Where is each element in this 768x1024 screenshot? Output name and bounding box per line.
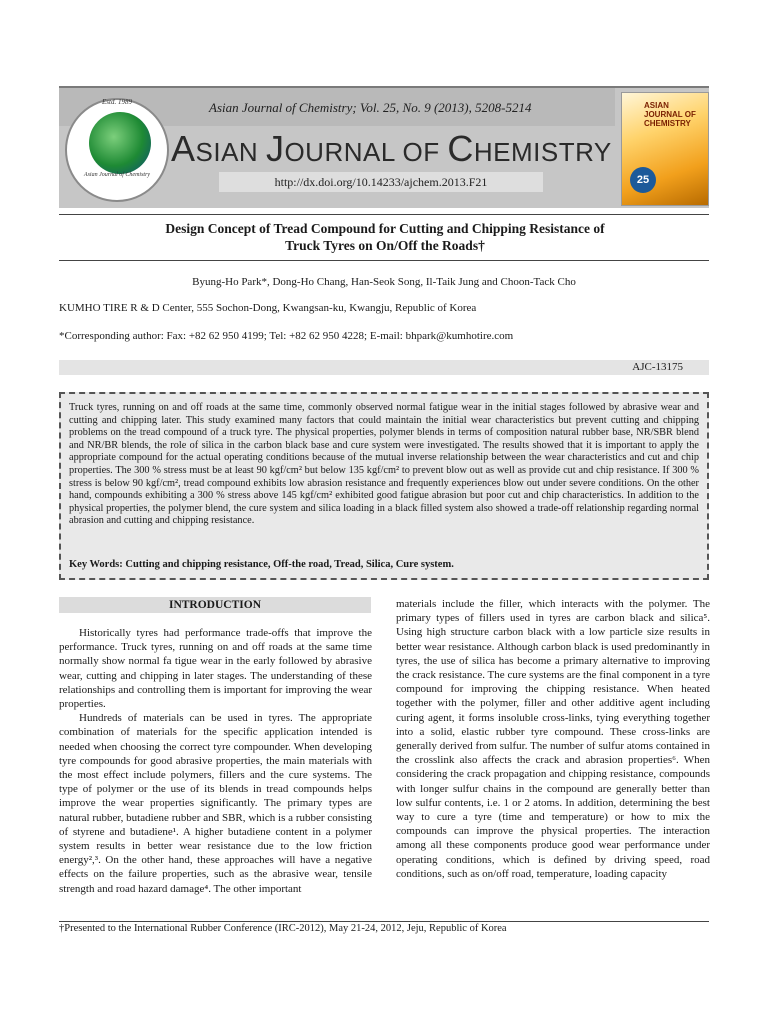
abstract-box bbox=[59, 392, 709, 580]
corresponding-author: *Corresponding author: Fax: +82 62 950 4199; Tel: +82 62 950 4228; E-mail: bhpark@kumhotire.com bbox=[59, 330, 514, 342]
journal-name-a: A bbox=[171, 128, 196, 169]
journal-logo bbox=[65, 98, 169, 202]
journal-name-c: C bbox=[447, 128, 474, 169]
anniversary-badge-icon: 25 bbox=[630, 167, 656, 193]
affiliation: KUMHO TIRE R & D Center, 555 Sochon-Dong, Kwangsan-ku, Kwangju, Republic of Korea bbox=[59, 302, 477, 314]
journal-banner bbox=[59, 86, 709, 208]
right-column bbox=[396, 597, 710, 881]
doi-link[interactable]: http://dx.doi.org/10.14233/ajchem.2013.F21 bbox=[219, 172, 543, 192]
paragraph: Historically tyres had performance trade-offs that improve the performance. Truck tyres, running on and off roads at the same time normally show normal fa tigue wear in the early followed by abrasive wear, cutting and chipping in later stages. The understanding of these relationships and controlling them is important for improving the wear properties. bbox=[59, 627, 372, 711]
paragraph: Hundreds of materials can be used in tyres. The appropriate combination of materials for the specific application intended is needed when choosing the correct tyre compounder. When developing tyre compounds for good abrasive properties, the main materials with the most effect include polymers, fillers and the cure systems. The type of polymer or the use of its blends in tread compounds helps improve the wear properties significantly. The primary types are natural rubber, butadiene rubber and SBR, which is a rubber consisting of styrene and butadiene¹. A higher butadiene content in a polymer system results in better wear resistance due to the low friction energy²,³. On the other hand, these approaches will have a negative effects on the failure properties, such as the abrasive wear, tensile strength and road hazard damage⁴. The other important bbox=[59, 712, 372, 895]
globe-icon bbox=[89, 112, 151, 174]
divider bbox=[59, 214, 709, 215]
logo-established-text: Estd. 1989 bbox=[102, 98, 132, 106]
paragraph: materials include the filler, which interacts with the polymer. The primary types of fillers used in tyres are carbon black and silica⁵. Using high structure carbon black with a low particle size results in better wear resistance. Although carbon black is used predominantly in tyres, the use of silica has become a primary alternative to improving the crack resistance. The cure systems are the final component in a tyre compound for improving the chipping resistance. When heated together with the polymer, filler and other additive agent including curing agent, it forms insoluble cross-links, tying everything together into a solid, elastic rubber tyre compound. These cross-links are generally derived from sulfur. The number of sulfur atoms contained in the crosslink also affects the crack and abrasion properties⁶. When considering the crack propagation and chipping resistance, compounds with longer sulfur chains in the compound are generally better than low sulfur contents, i.e. 1 or 2 atoms. In addition, determining the best way to cure a tyre (time and temperature) or how to mix the compounds can improve the physical properties. The interaction among all these components produce good wear performance under operating conditions, which is defined by driving speed, road conditions, such as on/off road, temperature, loading capacity bbox=[396, 598, 710, 880]
footnote-divider bbox=[59, 921, 709, 922]
cover-title: ASIAN JOURNAL OF CHEMISTRY bbox=[644, 101, 696, 128]
logo-ring-text: Asian Journal of Chemistry bbox=[83, 172, 151, 178]
footnote: †Presented to the International Rubber Conference (IRC-2012), May 21-24, 2012, Jeju, Republic of Korea bbox=[59, 923, 507, 934]
author-list: Byung-Ho Park*, Dong-Ho Chang, Han-Seok Song, Il-Taik Jung and Choon-Tack Cho bbox=[192, 276, 576, 288]
article-title: Design Concept of Tread Compound for Cutting and Chipping Resistance of Truck Tyres on On/Off the Roads† bbox=[165, 221, 605, 253]
journal-cover-image bbox=[621, 92, 709, 206]
divider bbox=[59, 260, 709, 261]
left-column bbox=[59, 626, 372, 896]
journal-name-part3: HEMISTRY bbox=[473, 137, 612, 167]
article-code: AJC-13175 bbox=[632, 361, 683, 373]
abstract-text: Truck tyres, running on and off roads at the same time, commonly observed normal fatigue wear in the initial stages followed by abrasive wear and cutting and chipping later. This study examined many factors that could maintain the initial wear characteristics but prevent cutting and chipping problems on the tread compound of a truck tyre. The physical properties, polymer blends in terms of composition natural rubber base, NR/SBR blend and NR/BR blends, the role of silica in the carbon black base and cure system were investigated. The results showed that it is important to apply the appropriate compound for the actual operating conditions because of the mutual inverse relationship between the wear characteristics and cut and chip properties. The 300 % stress must be at least 90 kgf/cm² but below 135 kgf/cm² to prevent blow out as well as provide cut and chip resistance. If 300 % stress is below 90 kgf/cm², tread compound exhibits low abrasion resistance and frequently experiences blow out under severe conditions. On the other hand, compounds exhibiting a 300 % stress above 145 kgf/cm² exhibited good fatigue abrasion but poor cut and chip characteristics. In addition to the physical properties, the polymer blend, the cure system and silica loading in a black filled system also showed a trade-off relationship regarding normal abrasion and cutting and chipping resistance. bbox=[69, 402, 699, 527]
journal-citation: Asian Journal of Chemistry; Vol. 25, No. 9 (2013), 5208-5214 bbox=[209, 100, 532, 115]
journal-name-part1: SIAN bbox=[195, 137, 266, 167]
journal-name-j: J bbox=[265, 128, 285, 169]
article-code-bar bbox=[59, 360, 709, 375]
section-heading-introduction: INTRODUCTION bbox=[59, 597, 371, 613]
journal-name bbox=[171, 128, 612, 170]
keywords: Key Words: Cutting and chipping resistance, Off-the road, Tread, Silica, Cure system. bbox=[69, 559, 454, 570]
journal-name-part2: OURNAL OF bbox=[284, 137, 448, 167]
